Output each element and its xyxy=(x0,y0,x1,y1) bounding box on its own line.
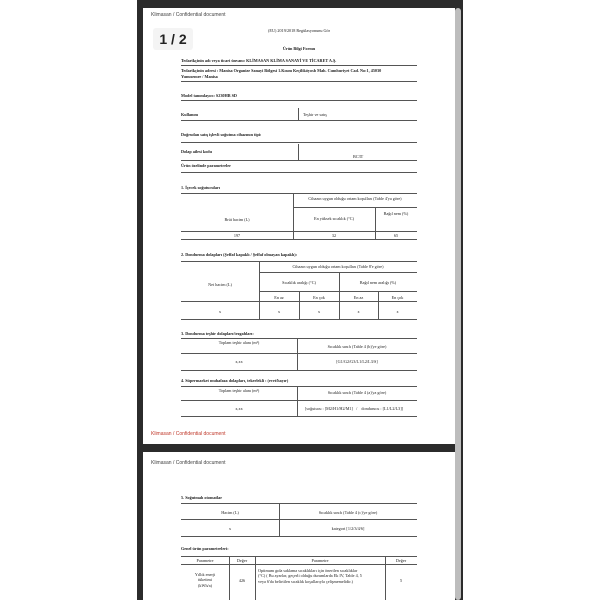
divider xyxy=(181,353,417,354)
section-3-title: 3. Dondurma teşhir dolapları/tezgahları: xyxy=(181,331,254,336)
divider xyxy=(181,386,417,387)
document-page-2 xyxy=(143,452,455,600)
direct-sales-type: Doğrudan satış işlevli soğutma cihazının tipi: xyxy=(181,132,262,137)
th-value: Değer xyxy=(236,558,248,563)
section-1-col-rh: Bağıl nem (%) xyxy=(383,211,409,216)
section-2-value: x xyxy=(317,309,321,314)
vertical-scrollbar[interactable] xyxy=(455,8,461,600)
divider xyxy=(181,172,417,173)
section-2-min-rh: En az xyxy=(353,295,364,300)
section-5-category-value: kategori [1/2/3/4/6] xyxy=(331,526,365,531)
section-2-sub-header: Cihazın uygun olduğu ortam koşulları (Table 8'e göre) xyxy=(292,264,384,269)
section-3-area-value: x,xx xyxy=(235,359,243,364)
section-4-class-value: [soğutucu : [M2/H1/H2/M1] / dondurucu : [L1/L2/L3]] xyxy=(305,406,404,411)
supplier-name: Tedarikçinin adı veya ticari ünvanı: KLİMASAN KLİMA SANAYİ VE TİCARET A.Ş. xyxy=(181,58,337,63)
divider xyxy=(297,338,298,370)
divider xyxy=(259,272,417,273)
divider xyxy=(181,160,417,161)
section-3-class-value: [G1/G2/G3/L1/L2/L3/S] xyxy=(336,359,378,364)
form-title: Ürün Bilgi Formu xyxy=(282,46,316,51)
divider xyxy=(181,261,417,262)
section-2-max-temp: En çok xyxy=(313,295,325,300)
section-4-col-class: Sıcaklık sınıfı (Table 4 (a)'ya göre) xyxy=(327,390,387,395)
annual-energy-label: Yıllık enerji tüketimi (kWh/a) xyxy=(194,572,216,588)
divider xyxy=(181,81,417,82)
divider xyxy=(298,108,299,120)
section-1-volume-value: 197 xyxy=(233,233,241,238)
section-3-col-class: Sıcaklık sınıfı (Table 4 (b)'ye göre) xyxy=(327,344,387,349)
th-parameter: Parametre xyxy=(196,558,214,563)
section-2-max-rh: En çok xyxy=(391,295,404,300)
section-4-area-value: x,xx xyxy=(235,406,243,411)
section-2-value: x xyxy=(218,309,222,314)
section-5-col-volume: Hacim (L) xyxy=(221,510,239,515)
section-1-temp-value: 32 xyxy=(331,233,337,238)
section-1-rh-value: 65 xyxy=(393,233,399,238)
section-2-value: x xyxy=(277,309,281,314)
section-5-title: 5. Soğutmalı otomatlar xyxy=(181,495,223,500)
cabinet-family-label: Dolap ailesi kodu xyxy=(181,149,212,154)
page-indicator: 1 / 2 xyxy=(153,28,193,50)
usage-value: Teşhir ve satış xyxy=(303,112,327,117)
supplier-address: Tedarikçinin adresi : Manisa Organize Sanayi Bölgesi 1.Kısım Keçiliköyosb Mah. Cumhuriyet Cad. No:1, 45030 xyxy=(181,68,382,73)
divider xyxy=(181,416,417,417)
section-3-col-area: Toplam teşhir alanı (m²) xyxy=(218,340,260,345)
divider xyxy=(181,301,417,302)
section-2-value: x xyxy=(357,309,360,314)
annual-energy-value: 426 xyxy=(238,578,246,583)
divider xyxy=(181,519,417,520)
section-2-col-temp-range: Sıcaklık aralığı (°C) xyxy=(282,280,316,285)
section-1-sub-header: Cihazın uygun olduğu ortam koşulları (Table 4'ya göre) xyxy=(308,196,402,201)
section-2-col-volume: Net hacim (L) xyxy=(208,282,232,287)
optimum-temperature-text: Optimum gıda saklama sıcaklıkları için önerilen sıcaklıklar (°C) ( Bu ayarlar, geçerli olduğu durumlarda Ek IV, Table 4, 5 veya 6'da belirtilen sıcaklık koşullarıyla çelişmemelidir.) xyxy=(258,568,362,584)
regulation-reference: (EU) 2019/2018 Regülasyonunu Gör xyxy=(268,28,330,33)
optimum-temperature-value: 5 xyxy=(399,578,403,583)
supplier-address-line-2: Yunusemre / Manisa xyxy=(181,74,218,79)
divider xyxy=(181,231,417,232)
confidential-header: Klimasan / Confidential document xyxy=(151,460,226,466)
th-parameter-2: Parametre xyxy=(311,558,329,563)
confidential-header: Klimasan / Confidential document xyxy=(151,12,226,18)
section-2-title: 2. Dondurma dolapları (Şeffaf kapaklı / Şeffaf olmayan kapaklı): xyxy=(181,252,297,257)
divider xyxy=(181,65,417,66)
document-page-1 xyxy=(143,8,455,444)
cabinet-family-value: BC3T xyxy=(353,154,364,159)
th-value-2: Değer xyxy=(395,558,407,563)
section-4-title: 4. Süpermarket muhafaza dolapları, tekerlekli : (evet/hayır) xyxy=(181,378,289,383)
divider xyxy=(293,207,417,208)
divider xyxy=(181,142,417,143)
confidential-footer: Klimasan / Confidential document xyxy=(151,431,226,437)
divider xyxy=(298,144,299,160)
divider xyxy=(181,319,417,320)
section-2-min-temp: En az xyxy=(274,295,284,300)
model-identifier: Model tanımlayıcı: S230HB SD xyxy=(181,93,237,98)
divider xyxy=(181,503,417,504)
divider xyxy=(181,120,417,121)
section-4-col-area: Toplam teşhir alanı (m²) xyxy=(218,388,260,393)
divider xyxy=(181,338,417,339)
divider xyxy=(181,400,417,401)
divider xyxy=(259,291,417,292)
divider xyxy=(181,100,417,101)
section-5-volume-value: x xyxy=(228,526,232,531)
section-2-col-rh-range: Bağıl nem aralığı (%) xyxy=(359,280,397,285)
section-1-col-max-temp: En yüksek sıcaklık (°C) xyxy=(314,216,354,221)
usage-label: Kullanım xyxy=(181,112,198,117)
section-1-title: 1. İçecek soğutucuları xyxy=(181,185,220,190)
section-2-value: x xyxy=(396,309,399,314)
section-1-col-volume: Brüt hacim (L) xyxy=(224,217,250,222)
general-params-label: Genel ürün parametreleri: xyxy=(181,546,229,551)
section-5-col-class: Sıcaklık sınıfı (Table 4 (c)'ye göre) xyxy=(318,510,378,515)
product-params-label: Ürün özelinde parametreler xyxy=(181,163,231,168)
divider xyxy=(181,193,417,194)
divider xyxy=(181,239,417,240)
divider xyxy=(181,370,417,371)
divider xyxy=(181,564,417,565)
divider xyxy=(181,556,417,557)
divider xyxy=(181,536,417,537)
